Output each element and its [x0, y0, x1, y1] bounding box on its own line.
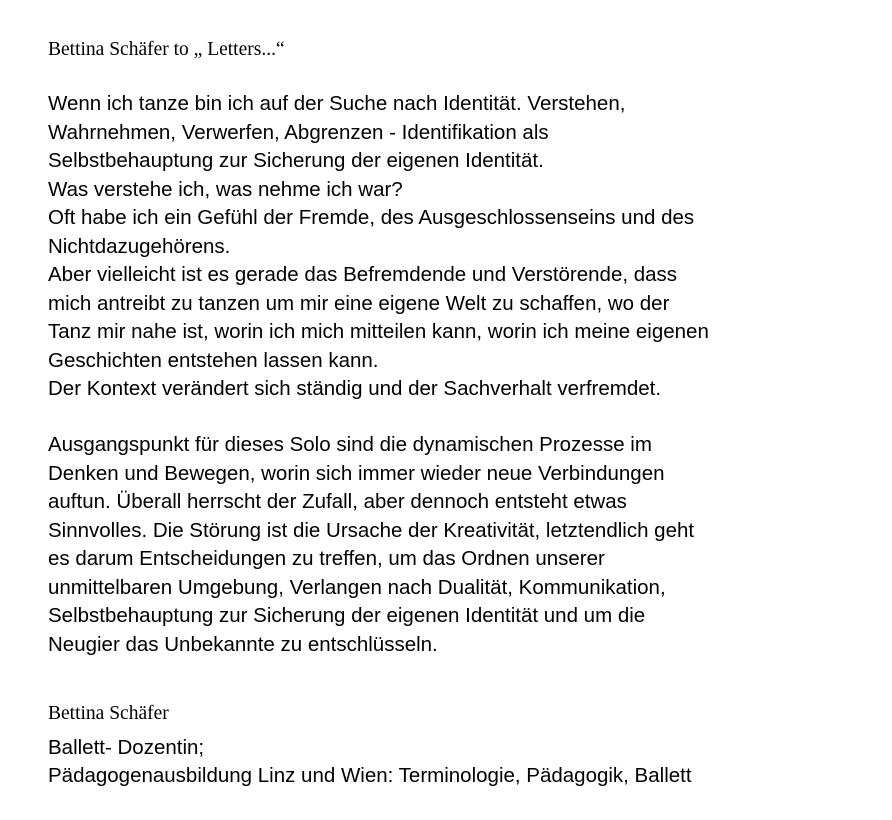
paragraph-line: Was verstehe ich, was nehme ich war?: [48, 177, 403, 201]
paragraph-line: Wenn ich tanze bin ich auf der Suche nach Identität. Verstehen,: [48, 92, 626, 115]
paragraph-line: Tanz mir nahe ist, worin ich mich mitteilen kann, worin ich meine eigenen: [48, 320, 709, 343]
document-title: Bettina Schäfer to „ Letters...“: [48, 39, 285, 60]
paragraph-line: Nichtdazugehörens.: [48, 234, 231, 258]
paragraph-line: Ausgangspunkt für dieses Solo sind die dynamischen Prozesse im: [48, 433, 652, 456]
paragraph-line: Geschichten entstehen lassen kann.: [48, 348, 379, 372]
paragraph-line: Oft habe ich ein Gefühl der Fremde, des Ausgeschlossenseins und des: [48, 206, 695, 229]
paragraph-line: Aber vielleicht ist es gerade das Befremdende und Verstörende, dass: [48, 263, 678, 286]
paragraph-line: unmittelbaren Umgebung, Verlangen nach Dualität, Kommunikation,: [48, 575, 666, 599]
paragraph-line: Wahrnehmen, Verwerfen, Abgrenzen - Identifikation als: [48, 120, 549, 144]
paragraph-line: Selbstbehauptung zur Sicherung der eigenen Identität.: [48, 149, 544, 172]
paragraph-1: [48, 90, 709, 404]
paragraph-line: Der Kontext verändert sich ständig und der Sachverhalt verfremdet.: [48, 377, 662, 400]
paragraph-line: es darum Entscheidungen zu treffen, um das Ordnen unserer: [48, 547, 605, 570]
paragraph-line: Sinnvolles. Die Störung ist die Ursache der Kreativität, letztendlich geht: [48, 518, 695, 542]
author-role: Ballett- Dozentin;: [48, 736, 205, 759]
paragraph-line: Selbstbehauptung zur Sicherung der eigenen Identität und um die: [48, 604, 646, 627]
paragraph-line: auftun. Überall herrscht der Zufall, aber dennoch entsteht etwas: [48, 490, 627, 513]
paragraph-2: [48, 431, 694, 659]
paragraph-line: Denken und Bewegen, worin sich immer wieder neue Verbindungen: [48, 461, 665, 485]
author-name: Bettina Schäfer: [48, 703, 169, 724]
author-training: Pädagogenausbildung Linz und Wien: Terminologie, Pädagogik, Ballett: [48, 764, 692, 787]
paragraph-line: Neugier das Unbekannte zu entschlüsseln.: [48, 632, 438, 656]
paragraph-line: mich antreibt zu tanzen um mir eine eigene Welt zu schaffen, wo der: [48, 291, 670, 315]
